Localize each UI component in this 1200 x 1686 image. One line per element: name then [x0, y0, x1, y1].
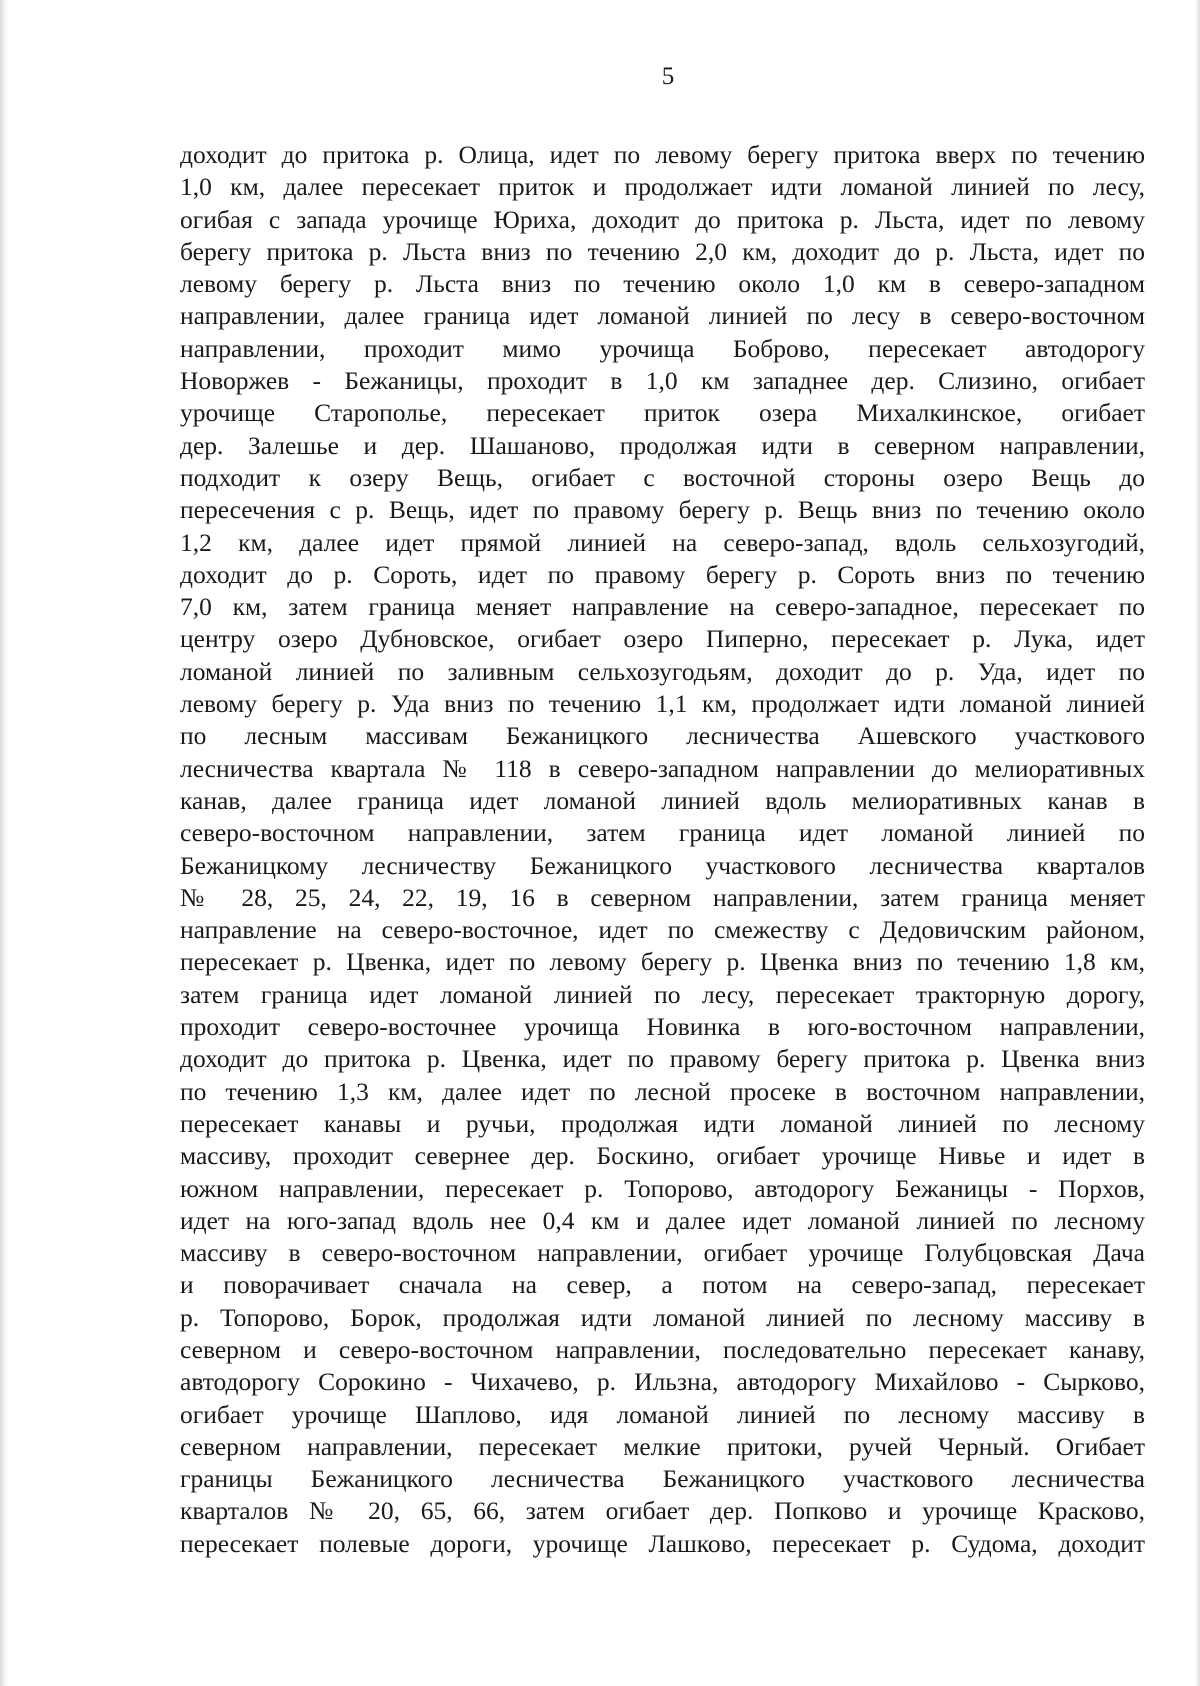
text-line: северо-восточном направлении, затем граница идет ломаной линией по	[180, 818, 1145, 848]
text-line: по течению 1,3 км, далее идет по лесной просеке в восточном направлении,	[180, 1076, 1145, 1106]
text-line: пересечения с р. Вещь, идет по правому берегу р. Вещь вниз по течению около	[180, 495, 1145, 525]
text-line: № 28, 25, 24, 22, 19, 16 в северном направлении, затем граница меняет	[180, 882, 1145, 912]
text-line: границы Бежаницкого лесничества Бежаницкого участкового лесничества	[180, 1464, 1145, 1494]
text-line: доходит до притока р. Олица, идет по левому берегу притока вверх по течению	[180, 140, 1145, 169]
text-line: доходит до притока р. Цвенка, идет по правому берегу притока р. Цвенка вниз	[180, 1044, 1145, 1074]
text-line: канав, далее граница идет ломаной линией вдоль мелиоративных канав в	[180, 785, 1145, 815]
text-line: массиву в северо-восточном направлении, огибает урочище Голубцовская Дача	[180, 1238, 1145, 1268]
text-line: левому берегу р. Льста вниз по течению около 1,0 км в северо-западном	[180, 269, 1145, 299]
text-line: ломаной линией по заливным сельхозугодьям, доходит до р. Уда, идет по	[180, 656, 1145, 686]
text-line: направлении, проходит мимо урочища Боброво, пересекает автодорогу	[180, 333, 1145, 363]
text-line: лесничества квартала № 118 в северо-западном направлении до мелиоративных	[180, 753, 1145, 783]
scan-edge-right	[1194, 0, 1200, 1686]
text-line: центру озеро Дубновское, огибает озеро Пиперно, пересекает р. Лука, идет	[180, 624, 1145, 654]
text-line: пересекает канавы и ручьи, продолжая идти ломаной линией по лесному	[180, 1108, 1145, 1138]
text-line: и поворачивает сначала на север, а потом на северо-запад, пересекает	[180, 1270, 1145, 1300]
text-line: левому берегу р. Уда вниз по течению 1,1 км, продолжает идти ломаной линией	[180, 689, 1145, 719]
text-line: берегу притока р. Льста вниз по течению 2,0 км, доходит до р. Льста, идет по	[180, 236, 1145, 266]
text-line: огибает урочище Шаплово, идя ломаной линией по лесному массиву в	[180, 1399, 1145, 1429]
text-line: урочище Старополье, пересекает приток озера Михалкинское, огибает	[180, 398, 1145, 428]
text-line: пересекает р. Цвенка, идет по левому берегу р. Цвенка вниз по течению 1,8 км,	[180, 947, 1145, 977]
text-line: направление на северо-восточное, идет по смежеству с Дедовичским районом,	[180, 915, 1145, 945]
text-line: подходит к озеру Вещь, огибает с восточной стороны озеро Вещь до	[180, 462, 1145, 492]
text-line: 1,0 км, далее пересекает приток и продолжает идти ломаной линией по лесу,	[180, 172, 1145, 202]
text-line: 1,2 км, далее идет прямой линией на северо-запад, вдоль сельхозугодий,	[180, 527, 1145, 557]
scan-edge-left	[0, 0, 8, 1686]
text-line: идет на юго-запад вдоль нее 0,4 км и далее идет ломаной линией по лесному	[180, 1205, 1145, 1235]
page-number: 5	[661, 63, 675, 90]
body-text	[180, 139, 1145, 1560]
text-line: кварталов № 20, 65, 66, затем огибает дер. Попково и урочище Красково,	[180, 1496, 1145, 1526]
text-line: р. Топорово, Борок, продолжая идти ломаной линией по лесному массиву в	[180, 1302, 1145, 1332]
text-line: огибая с запада урочище Юриха, доходит до притока р. Льста, идет по левому	[180, 204, 1145, 234]
text-line: северном и северо-восточном направлении, последовательно пересекает канаву,	[180, 1334, 1145, 1364]
text-line: затем граница идет ломаной линией по лесу, пересекает тракторную дорогу,	[180, 979, 1145, 1009]
text-line: массиву, проходит севернее дер. Боскино, огибает урочище Нивье и идет в	[180, 1141, 1145, 1171]
text-line: направлении, далее граница идет ломаной линией по лесу в северо-восточном	[180, 301, 1145, 331]
text-line: по лесным массивам Бежаницкого лесничества Ашевского участкового	[180, 721, 1145, 751]
text-line: автодорогу Сорокино - Чихачево, р. Ильзна, автодорогу Михайлово - Сырково,	[180, 1367, 1145, 1397]
text-line: южном направлении, пересекает р. Топорово, автодорогу Бежаницы - Порхов,	[180, 1173, 1145, 1203]
text-line: северном направлении, пересекает мелкие притоки, ручей Черный. Огибает	[180, 1431, 1145, 1461]
text-line: Бежаницкому лесничеству Бежаницкого участкового лесничества кварталов	[180, 850, 1145, 880]
text-line: дер. Залешье и дер. Шашаново, продолжая идти в северном направлении,	[180, 430, 1145, 460]
text-line: пересекает полевые дороги, урочище Лашково, пересекает р. Судома, доходит	[180, 1528, 1145, 1558]
text-line: доходит до р. Сороть, идет по правому берегу р. Сороть вниз по течению	[180, 559, 1145, 589]
text-line: Новоржев - Бежаницы, проходит в 1,0 км западнее дер. Слизино, огибает	[180, 366, 1145, 396]
text-line: проходит северо-восточнее урочища Новинка в юго-восточном направлении,	[180, 1012, 1145, 1042]
text-line: 7,0 км, затем граница меняет направление на северо-западное, пересекает по	[180, 592, 1145, 622]
